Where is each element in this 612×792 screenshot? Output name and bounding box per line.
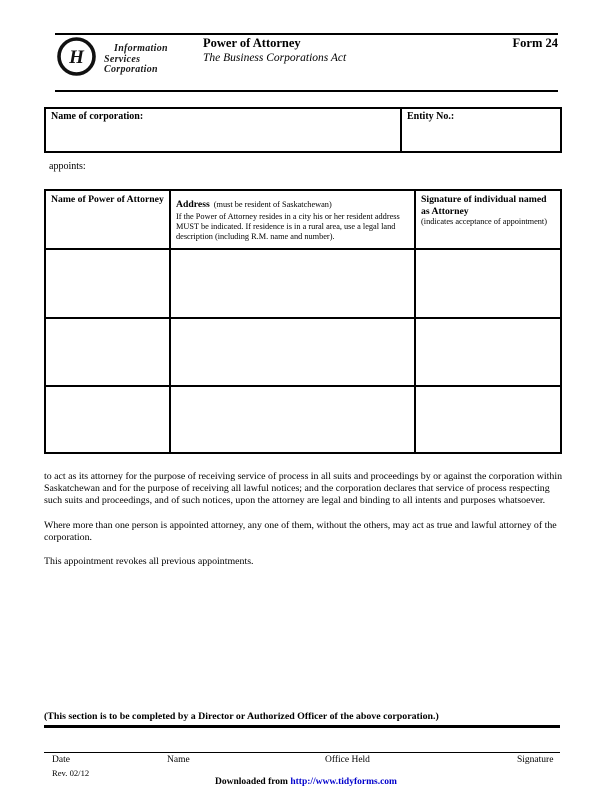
isc-logo-icon [56,36,97,77]
attorney-address-cell[interactable] [171,319,416,387]
org-name-line: Corporation [104,64,158,75]
page-title: Power of Attorney [203,36,301,50]
column-header-address [171,191,416,250]
form-number: Form 24 [512,36,558,50]
signature-header-label: Signature of individual named as Attorney [421,194,547,217]
header-top-rule [55,33,558,35]
org-name-line: Information [114,43,168,54]
office-held-label: Office Held [325,755,370,765]
attorney-signature-cell[interactable] [416,250,560,319]
entity-number-field[interactable] [402,109,560,151]
body-paragraphs [44,471,564,580]
paragraph-revocation: This appointment revokes all previous appointments. [44,556,254,568]
header-bottom-rule [55,90,558,92]
officer-section-note: (This section is to be completed by a Director or Authorized Officer of the above corporation.) [44,711,439,722]
corporation-table [44,107,562,153]
revision-label: Rev. 02/12 [52,768,90,778]
attorney-name-cell[interactable] [46,319,171,387]
entity-number-label: Entity No.: [407,111,455,122]
org-name-line: Services [104,53,141,65]
org-name [104,44,168,76]
attorney-name-cell[interactable] [46,387,171,452]
column-header-signature [416,191,560,250]
column-header-name: Name of Power of Attorney [46,191,171,250]
attorney-address-cell[interactable] [171,250,416,319]
corporation-name-field[interactable] [46,109,402,151]
signature-header-note: (indicates acceptance of appointment) [421,217,548,226]
name-label: Name [167,755,190,765]
attorney-signature-cell[interactable] [416,387,560,452]
address-header-detail: If the Power of Attorney resides in a city his or her resident address MUST be indicated. If residence is in a rural area, use a legal land description (including R.M. name and number). [176,212,400,241]
footer [0,777,612,787]
attorney-signature-cell[interactable] [416,319,560,387]
footer-prefix: Downloaded from [215,777,291,787]
date-label: Date [52,755,70,765]
attorney-name-cell[interactable] [46,250,171,319]
corporation-name-label: Name of corporation: [51,111,144,122]
officer-section-rule [44,725,560,728]
footer-link[interactable]: http://www.tidyforms.com [290,777,397,787]
page-subtitle: The Business Corporations Act [203,52,347,64]
attorney-table [44,189,562,454]
paragraph-multiple-attorneys: Where more than one person is appointed attorney, any one of them, without the others, may act as true and lawful attorney of the corporation. [44,519,557,543]
attorney-address-cell[interactable] [171,387,416,452]
signature-label: Signature [517,755,554,765]
svg-text:H: H [69,47,84,68]
appoints-label: appoints: [49,161,86,172]
signature-line [44,752,560,753]
address-header-label: Address [176,199,210,210]
paragraph-attorney-purpose: to act as its attorney for the purpose of receiving service of process in all suits and proceedings by or against the corporation within Saskatchewan and for the purpose of receiving all lawful notices; and the corporation declares that service of process respecting such suits and proceedings, and of such notices, upon the attorney are legal and binding to all intents and purposes whatsoever. [44,471,563,507]
address-header-note: (must be resident of Saskatchewan) [213,200,332,209]
